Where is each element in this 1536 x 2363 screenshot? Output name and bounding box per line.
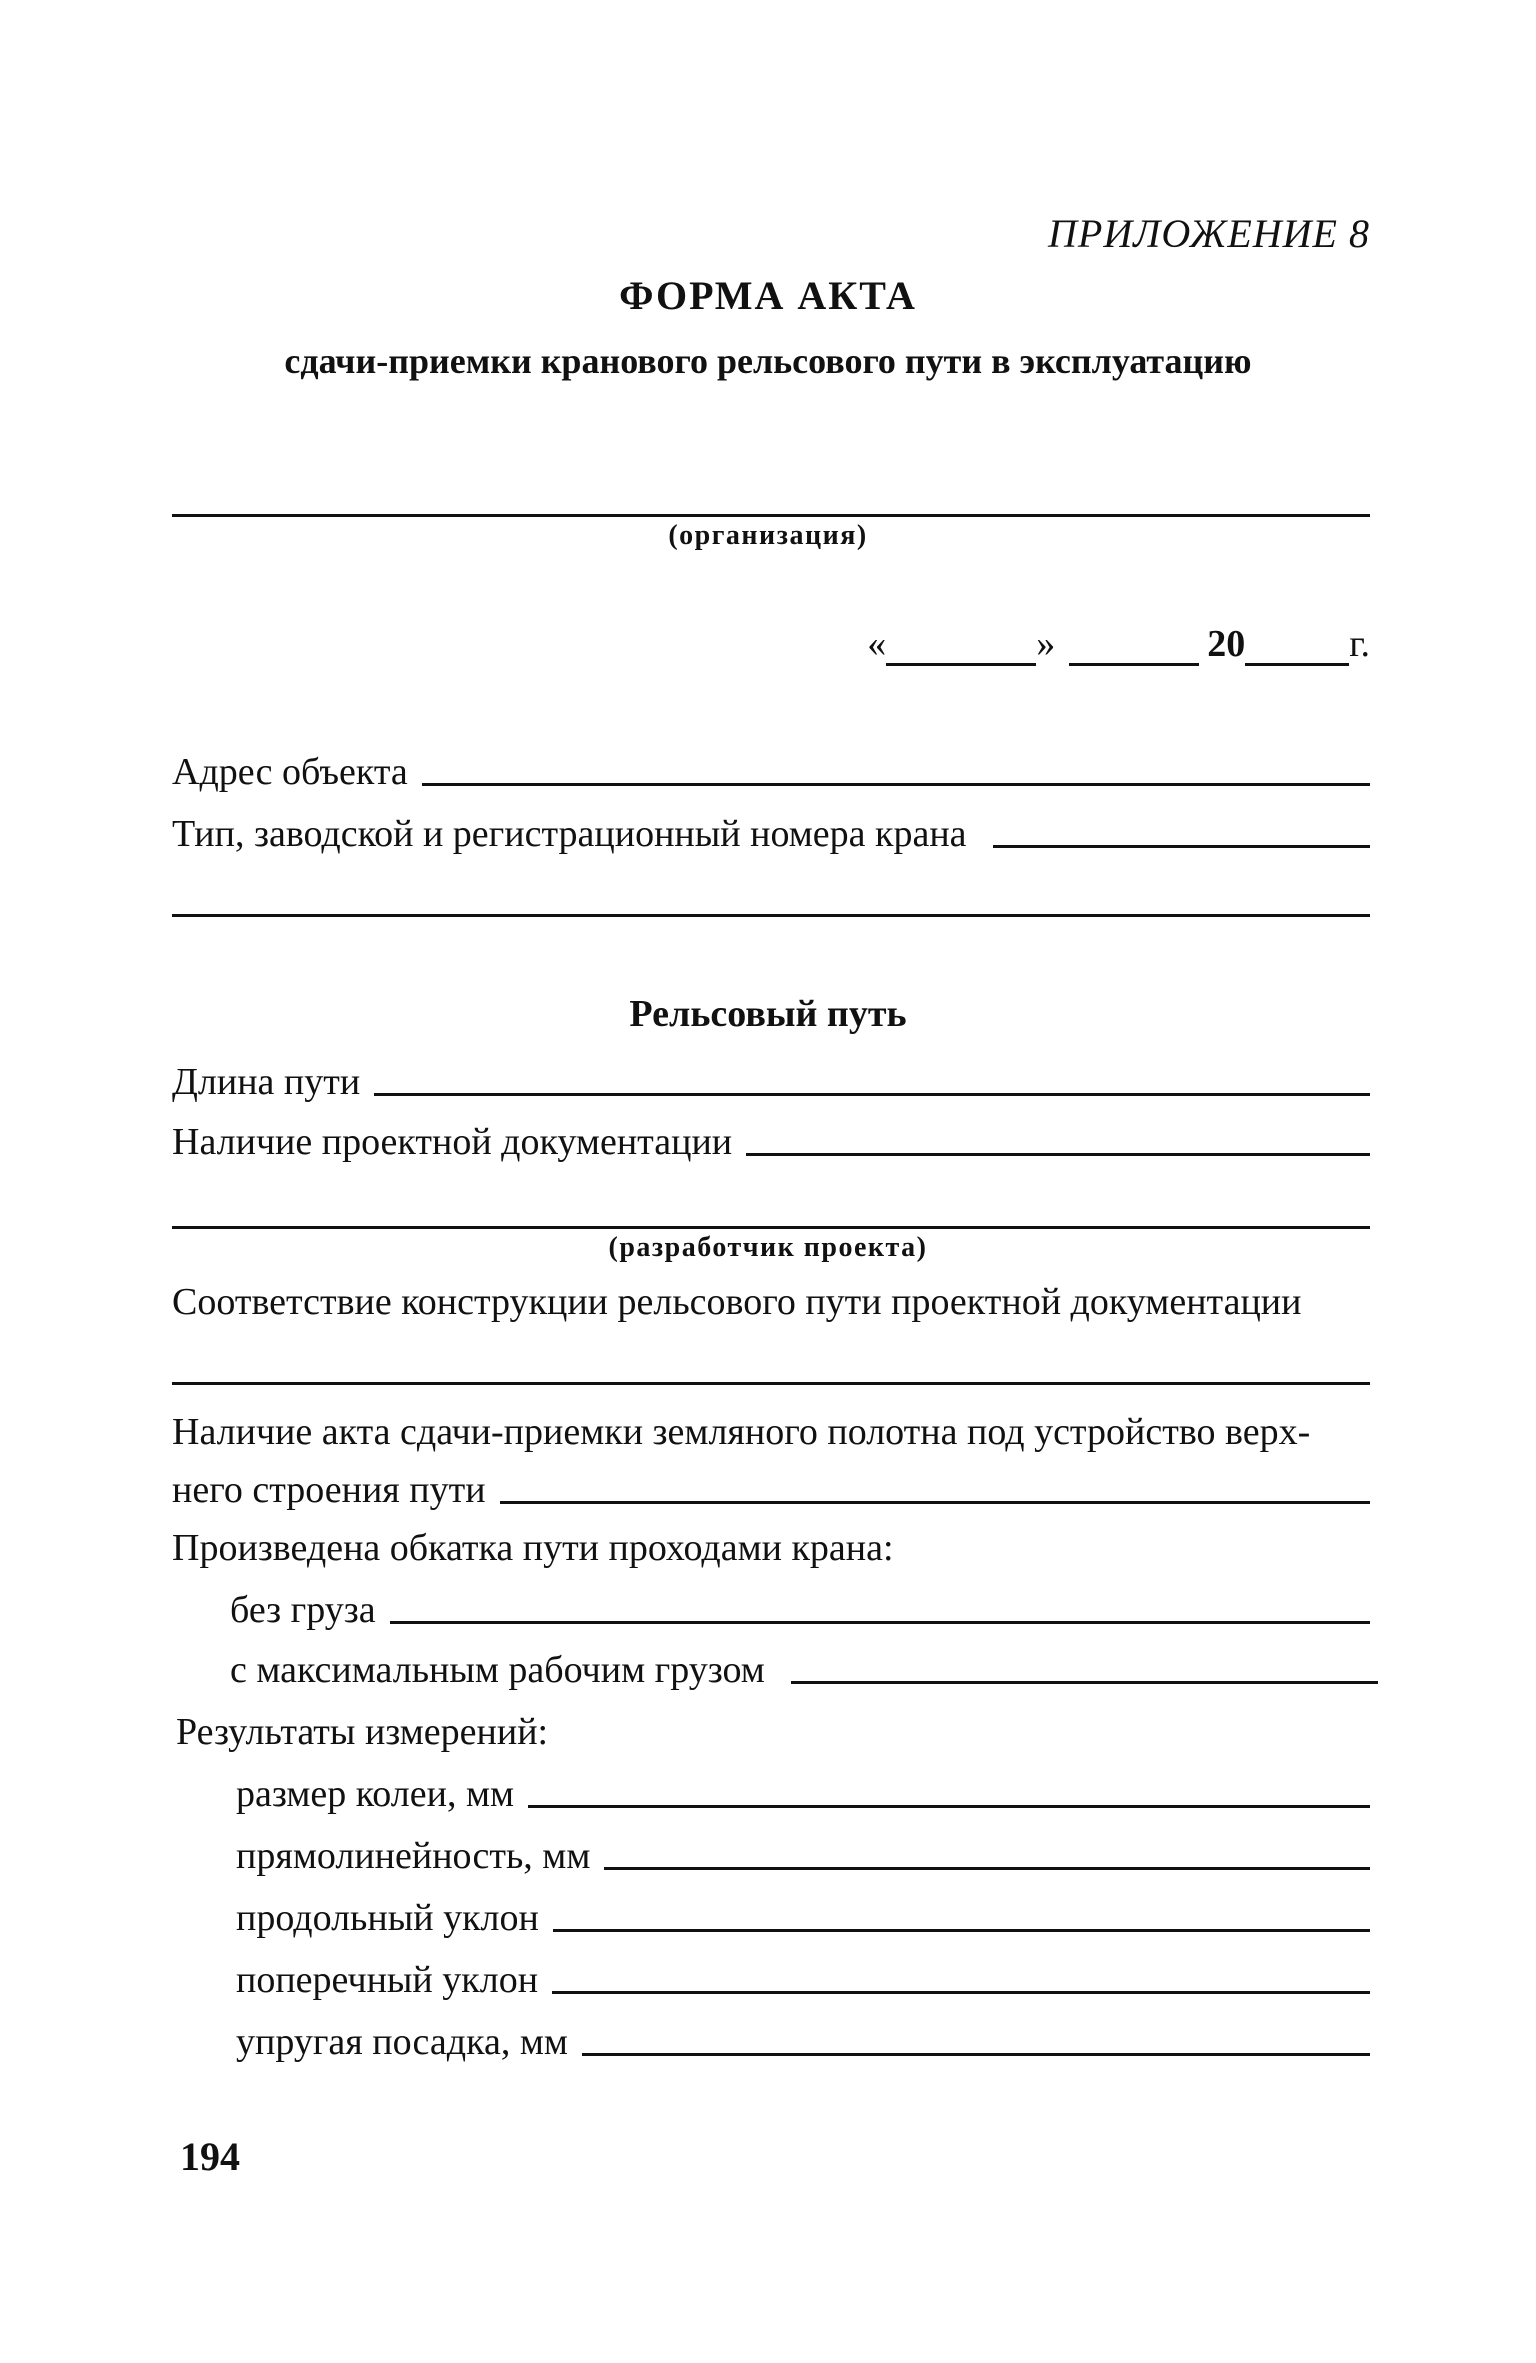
project-docs-blank[interactable] (746, 1153, 1370, 1156)
max-load-row (230, 1646, 1378, 1694)
straightness-blank[interactable] (604, 1867, 1370, 1870)
page-number: 194 (180, 2134, 240, 2179)
conformity-line[interactable] (172, 1382, 1370, 1385)
date-open-quote: « (867, 623, 887, 665)
track-length-row (172, 1058, 1370, 1106)
elastic-blank[interactable] (582, 2053, 1370, 2056)
date-year-prefix: 20 (1207, 623, 1246, 665)
form-title: ФОРМА АКТА (619, 273, 917, 318)
track-length-label: Длина пути (172, 1061, 361, 1103)
crane-numbers-blank[interactable] (993, 845, 1370, 848)
date-month-blank[interactable] (1069, 633, 1199, 666)
act-label-line2: него строения пути (172, 1469, 486, 1511)
appendix-label: ПРИЛОЖЕНИЕ 8 (1048, 211, 1370, 256)
project-docs-row (172, 1118, 1370, 1166)
cross-slope-label: поперечный уклон (236, 1959, 539, 2001)
straightness-row (236, 1832, 1370, 1880)
developer-line[interactable] (172, 1226, 1370, 1229)
organization-caption: (организация) (668, 520, 868, 551)
date-year-blank[interactable] (1245, 633, 1349, 666)
long-slope-row (236, 1894, 1370, 1942)
measurements-label: Результаты измерений: (176, 1711, 549, 1753)
form-subtitle: сдачи-приемки кранового рельсового пути в эксплуатацию (284, 341, 1252, 381)
crane-numbers-row (172, 810, 1370, 858)
elastic-label: упругая посадка, мм (236, 2021, 568, 2063)
date-year-suffix: г. (1349, 623, 1370, 665)
date-day-blank[interactable] (886, 633, 1036, 666)
track-length-blank[interactable] (374, 1093, 1370, 1096)
date-close-quote: » (1036, 623, 1056, 665)
cross-slope-blank[interactable] (552, 1991, 1370, 1994)
date-row (867, 622, 1370, 666)
project-docs-label: Наличие проектной документации (172, 1121, 733, 1163)
address-blank[interactable] (422, 783, 1370, 786)
rail-track-heading: Рельсовый путь (629, 993, 907, 1035)
developer-caption: (разработчик проекта) (608, 1232, 928, 1263)
cross-slope-row (236, 1956, 1370, 2004)
act-label-line1: Наличие акта сдачи-приемки земляного полотна под устройство верх- (172, 1411, 1311, 1453)
max-load-blank[interactable] (791, 1681, 1378, 1684)
long-slope-blank[interactable] (553, 1929, 1370, 1932)
act-row (172, 1466, 1370, 1514)
max-load-label: с максимальным рабочим грузом (230, 1649, 765, 1691)
elastic-row (236, 2018, 1370, 2066)
no-load-row (230, 1586, 1370, 1634)
crane-numbers-label: Тип, заводской и регистрационный номера крана (172, 813, 967, 855)
no-load-blank[interactable] (390, 1621, 1370, 1624)
gauge-label: размер колеи, мм (236, 1773, 515, 1815)
address-label: Адрес объекта (172, 751, 408, 793)
long-slope-label: продольный уклон (236, 1897, 539, 1939)
organization-line[interactable] (172, 514, 1370, 517)
gauge-row (236, 1770, 1370, 1818)
straightness-label: прямолинейность, мм (236, 1835, 591, 1877)
conformity-label: Соответствие конструкции рельсового пути проектной документации (172, 1281, 1302, 1323)
no-load-label: без груза (230, 1589, 376, 1631)
address-row (172, 748, 1370, 796)
act-blank[interactable] (500, 1501, 1370, 1504)
crane-numbers-continuation-line[interactable] (172, 914, 1370, 917)
run-in-label: Произведена обкатка пути проходами крана: (172, 1527, 894, 1569)
gauge-blank[interactable] (528, 1805, 1370, 1808)
